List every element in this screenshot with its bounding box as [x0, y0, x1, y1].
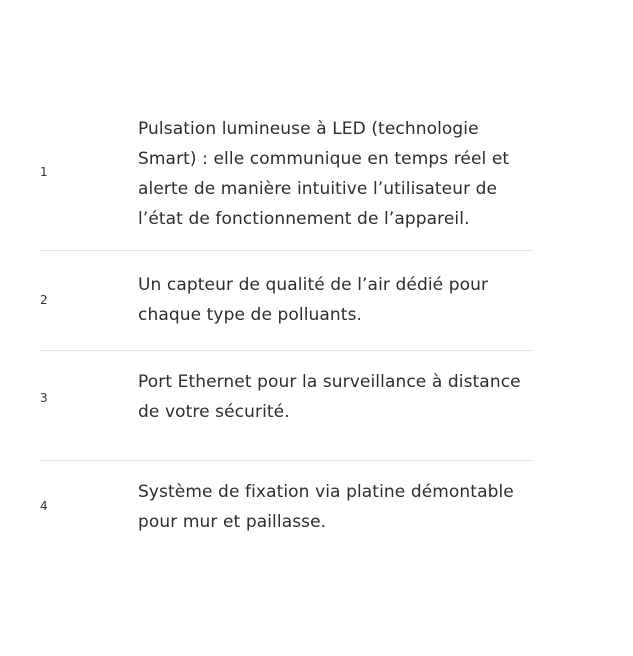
feature-row	[40, 114, 533, 251]
feature-number: 4	[40, 499, 48, 513]
feature-row	[40, 461, 533, 553]
feature-list	[40, 114, 533, 553]
feature-row	[40, 351, 533, 461]
feature-number: 1	[40, 165, 48, 179]
feature-text: Un capteur de qualité de l’air dédié pour chaque type de polluants.	[138, 275, 489, 325]
feature-row	[40, 251, 533, 351]
feature-number: 2	[40, 293, 48, 307]
feature-text: Pulsation lumineuse à LED (technologie Smart) : elle communique en temps réel et alerte de manière intuitive l’utilisateur de l’état de fonctionnement de l’appareil.	[138, 119, 510, 229]
feature-text: Système de fixation via platine démontable pour mur et paillasse.	[138, 482, 514, 532]
feature-number: 3	[40, 391, 48, 405]
feature-text: Port Ethernet pour la surveillance à distance de votre sécurité.	[138, 372, 521, 422]
